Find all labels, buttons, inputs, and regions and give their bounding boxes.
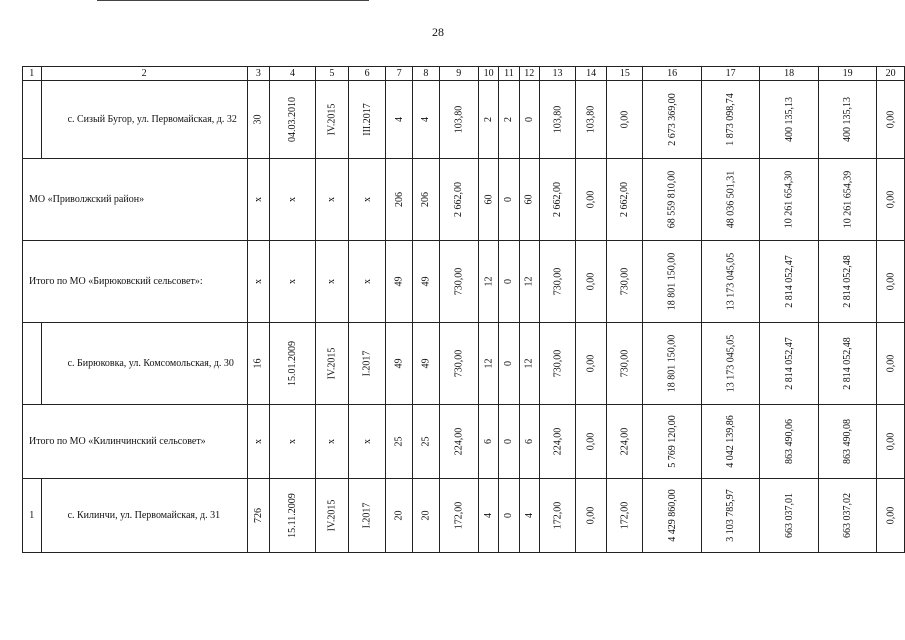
cell-col-16 [643,405,702,479]
cell-col-7 [386,323,413,405]
cell-col-6 [348,81,386,159]
cell-col-11 [499,81,519,159]
cell-col-14 [576,323,607,405]
cell-col-20 [877,323,905,405]
cell-value: 20 [420,510,432,521]
header-cell-9: 9 [439,67,478,81]
cell-col-8 [413,479,440,553]
cell-value: 0 [503,361,515,366]
cell-value: x [326,197,338,202]
cell-col-16 [643,81,702,159]
cell-col-3 [247,159,269,241]
cell-col-17 [701,323,760,405]
cell-col-11 [499,323,519,405]
cell-value: 3 103 785,97 [725,489,737,542]
cell-value: 2 814 052,47 [783,255,795,308]
header-cell-6: 6 [348,67,386,81]
cell-col-13 [540,241,576,323]
cell-col-12 [519,81,539,159]
header-cell-5: 5 [316,67,349,81]
cell-value: 12 [483,358,495,369]
cell-col-9 [439,159,478,241]
cell-value: 20 [393,510,405,521]
cell-value: x [361,279,373,284]
cell-value: 16 [252,358,264,369]
page-number: 28 [432,25,444,39]
header-cell-2: 2 [41,67,247,81]
cell-value: x [252,197,264,202]
cell-col-3 [247,241,269,323]
cell-value: 730,00 [619,349,631,378]
cell-value: I.2017 [361,350,373,377]
cell-col-8 [413,159,440,241]
cell-col-6 [348,241,386,323]
cell-value: 0,00 [619,110,631,129]
cell-value: 0,00 [585,432,597,451]
cell-value: x [326,279,338,284]
header-cell-3: 3 [247,67,269,81]
cell-col-18 [760,405,819,479]
header-cell-20: 20 [877,67,905,81]
cell-col-3 [247,405,269,479]
cell-col-20 [877,405,905,479]
cell-value: 0 [503,197,515,202]
cell-col-16 [643,479,702,553]
cell-value: 103,80 [585,105,597,134]
cell-col-14 [576,241,607,323]
cell-col-10 [478,405,498,479]
header-cell-1: 1 [23,67,42,81]
cell-col-5 [316,81,349,159]
cell-col-19 [818,405,877,479]
cell-col-13 [540,81,576,159]
cell-value: 0 [503,279,515,284]
row-number [23,323,42,405]
cell-value: 4 429 860,00 [666,489,678,542]
cell-col-15 [607,81,643,159]
cell-col-5 [316,405,349,479]
header-cell-19: 19 [818,67,877,81]
cell-value: 206 [420,192,432,207]
cell-col-17 [701,159,760,241]
top-rule [97,0,369,1]
cell-value: 400 135,13 [842,97,854,142]
cell-value: 0,00 [885,432,897,451]
cell-value: 60 [523,194,535,205]
total-row [23,405,905,479]
cell-col-11 [499,479,519,553]
cell-col-4 [270,479,316,553]
table-row [23,81,905,159]
cell-col-9 [439,81,478,159]
cell-value: 18 801 150,00 [666,334,678,393]
header-cell-13: 13 [540,67,576,81]
cell-col-14 [576,405,607,479]
cell-col-12 [519,241,539,323]
cell-col-15 [607,405,643,479]
cell-col-7 [386,405,413,479]
cell-value: 15.11.2009 [287,493,299,538]
cell-col-8 [413,405,440,479]
cell-col-9 [439,405,478,479]
cell-value: 2 814 052,47 [783,337,795,390]
header-cell-4: 4 [270,67,316,81]
cell-value: 4 [393,117,405,122]
cell-value: 2 673 369,00 [666,93,678,146]
row-number: 1 [23,479,42,553]
cell-col-19 [818,81,877,159]
cell-col-7 [386,159,413,241]
cell-value: 730,00 [619,267,631,296]
cell-col-15 [607,479,643,553]
cell-value: 0,00 [585,354,597,373]
cell-col-16 [643,241,702,323]
row-label: МО «Приволжский район» [23,159,248,241]
cell-col-4 [270,81,316,159]
cell-value: 4 [420,117,432,122]
cell-value: x [287,279,299,284]
cell-value: 663 037,01 [783,493,795,538]
cell-value: 172,00 [453,501,465,530]
header-cell-10: 10 [478,67,498,81]
cell-col-18 [760,81,819,159]
cell-value: 0,00 [585,506,597,525]
cell-value: 0 [503,439,515,444]
cell-value: 4 [523,513,535,518]
cell-value: 4 042 139,86 [725,415,737,468]
cell-col-19 [818,479,877,553]
cell-value: 726 [252,508,264,523]
cell-col-9 [439,323,478,405]
cell-value: 49 [420,276,432,287]
cell-col-15 [607,323,643,405]
cell-col-5 [316,159,349,241]
cell-value: 863 490,08 [842,419,854,464]
cell-value: 10 261 654,30 [783,170,795,229]
cell-col-11 [499,159,519,241]
cell-value: 2 662,00 [619,182,631,217]
cell-value: 863 490,06 [783,419,795,464]
cell-value: 730,00 [453,267,465,296]
table-row [23,323,905,405]
cell-col-17 [701,405,760,479]
cell-value: 5 769 120,00 [666,415,678,468]
cell-col-13 [540,405,576,479]
cell-value: 12 [523,276,535,287]
header-cell-18: 18 [760,67,819,81]
cell-value: 2 [483,117,495,122]
cell-value: x [287,197,299,202]
cell-col-3 [247,81,269,159]
cell-col-5 [316,323,349,405]
cell-col-5 [316,479,349,553]
cell-col-16 [643,159,702,241]
cell-value: 49 [393,358,405,369]
cell-col-11 [499,405,519,479]
cell-col-6 [348,159,386,241]
cell-value: 15.01.2009 [287,341,299,386]
cell-value: IV.2015 [326,347,338,380]
row-address: с. Бирюковка, ул. Комсомольская, д. 30 [41,323,247,405]
cell-col-19 [818,159,877,241]
cell-value: 0,00 [585,272,597,291]
cell-value: 0,00 [885,110,897,129]
cell-value: 2 662,00 [552,182,563,217]
row-address: с. Сизый Бугор, ул. Первомайская, д. 32 [41,81,247,159]
cell-value: 49 [393,276,405,287]
cell-value: 0,00 [885,506,897,525]
cell-col-20 [877,81,905,159]
cell-col-8 [413,241,440,323]
cell-col-4 [270,323,316,405]
cell-col-5 [316,241,349,323]
cell-col-14 [576,479,607,553]
cell-value: IV.2015 [326,103,338,136]
header-cell-8: 8 [413,67,440,81]
cell-col-8 [413,323,440,405]
cell-col-7 [386,479,413,553]
cell-value: 172,00 [619,501,631,530]
cell-col-10 [478,81,498,159]
cell-col-10 [478,159,498,241]
cell-col-18 [760,159,819,241]
cell-col-17 [701,479,760,553]
cell-col-18 [760,479,819,553]
cell-col-20 [877,159,905,241]
cell-value: 172,00 [552,501,563,530]
cell-value: 2 814 052,48 [842,337,854,390]
header-cell-17: 17 [701,67,760,81]
cell-value: 18 801 150,00 [666,252,678,311]
cell-value: 730,00 [552,349,563,378]
cell-col-18 [760,241,819,323]
cell-col-6 [348,323,386,405]
cell-col-3 [247,323,269,405]
cell-value: 0,00 [885,354,897,373]
cell-value: 2 814 052,48 [842,255,854,308]
cell-value: 6 [523,439,535,444]
cell-col-12 [519,479,539,553]
cell-value: 224,00 [619,427,631,456]
cell-value: 6 [483,439,495,444]
header-cell-15: 15 [607,67,643,81]
cell-value: 25 [393,436,405,447]
cell-value: 13 173 045,05 [725,252,737,311]
cell-col-4 [270,159,316,241]
cell-value: 13 173 045,05 [725,334,737,393]
cell-value: x [252,279,264,284]
cell-col-7 [386,241,413,323]
cell-col-6 [348,405,386,479]
cell-col-19 [818,241,877,323]
row-label: Итого по МО «Бирюковский сельсовет»: [23,241,248,323]
cell-col-10 [478,479,498,553]
cell-value: 730,00 [453,349,465,378]
cell-value: 663 037,02 [842,493,854,538]
cell-value: 0,00 [885,272,897,291]
cell-value: 0 [523,117,535,122]
cell-value: x [361,197,373,202]
cell-value: x [361,439,373,444]
cell-value: 04.03.2010 [287,97,299,142]
cell-col-8 [413,81,440,159]
cell-value: 60 [483,194,495,205]
cell-value: 0,00 [585,190,597,209]
cell-col-19 [818,323,877,405]
cell-col-12 [519,159,539,241]
data-table [22,66,905,553]
cell-col-12 [519,323,539,405]
cell-value: x [287,439,299,444]
cell-value: 400 135,13 [783,97,795,142]
cell-value: 0,00 [885,190,897,209]
cell-col-14 [576,159,607,241]
cell-col-15 [607,241,643,323]
cell-value: 2 [503,117,515,122]
table-row [23,479,905,553]
cell-value: 49 [420,358,432,369]
cell-value: 730,00 [552,267,563,296]
row-label: Итого по МО «Килинчинский сельсовет» [23,405,248,479]
cell-col-6 [348,479,386,553]
cell-value: 48 036 501,31 [725,170,737,229]
cell-col-10 [478,323,498,405]
cell-value: 0 [503,513,515,518]
header-row [23,67,905,81]
header-cell-7: 7 [386,67,413,81]
cell-value: 224,00 [453,427,465,456]
cell-col-18 [760,323,819,405]
cell-value: III.2017 [361,103,373,136]
cell-value: 4 [483,513,495,518]
cell-col-15 [607,159,643,241]
cell-value: 12 [483,276,495,287]
cell-col-10 [478,241,498,323]
cell-col-14 [576,81,607,159]
cell-value: 1 873 098,74 [725,93,737,146]
cell-value: 25 [420,436,432,447]
header-cell-11: 11 [499,67,519,81]
cell-value: x [326,439,338,444]
cell-col-4 [270,405,316,479]
cell-col-3 [247,479,269,553]
cell-col-9 [439,241,478,323]
cell-value: 10 261 654,39 [842,170,854,229]
cell-value: 103,80 [552,105,563,134]
header-cell-16: 16 [643,67,702,81]
cell-col-7 [386,81,413,159]
header-cell-14: 14 [576,67,607,81]
cell-value: x [252,439,264,444]
cell-col-13 [540,479,576,553]
cell-col-20 [877,241,905,323]
total-row [23,159,905,241]
row-address: с. Килинчи, ул. Первомайская, д. 31 [41,479,247,553]
cell-value: 224,00 [552,427,563,456]
row-number [23,81,42,159]
cell-col-16 [643,323,702,405]
cell-col-17 [701,241,760,323]
cell-col-20 [877,479,905,553]
cell-value: IV.2015 [326,499,338,532]
cell-col-11 [499,241,519,323]
header-cell-12: 12 [519,67,539,81]
cell-col-9 [439,479,478,553]
cell-value: 12 [523,358,535,369]
cell-col-13 [540,323,576,405]
cell-col-12 [519,405,539,479]
cell-value: 30 [252,114,264,125]
cell-col-17 [701,81,760,159]
cell-value: 206 [393,192,405,207]
cell-value: 2 662,00 [453,182,465,217]
cell-value: I.2017 [361,502,373,529]
cell-value: 68 559 810,00 [666,170,678,229]
cell-col-13 [540,159,576,241]
cell-col-4 [270,241,316,323]
cell-value: 103,80 [453,105,465,134]
total-row [23,241,905,323]
